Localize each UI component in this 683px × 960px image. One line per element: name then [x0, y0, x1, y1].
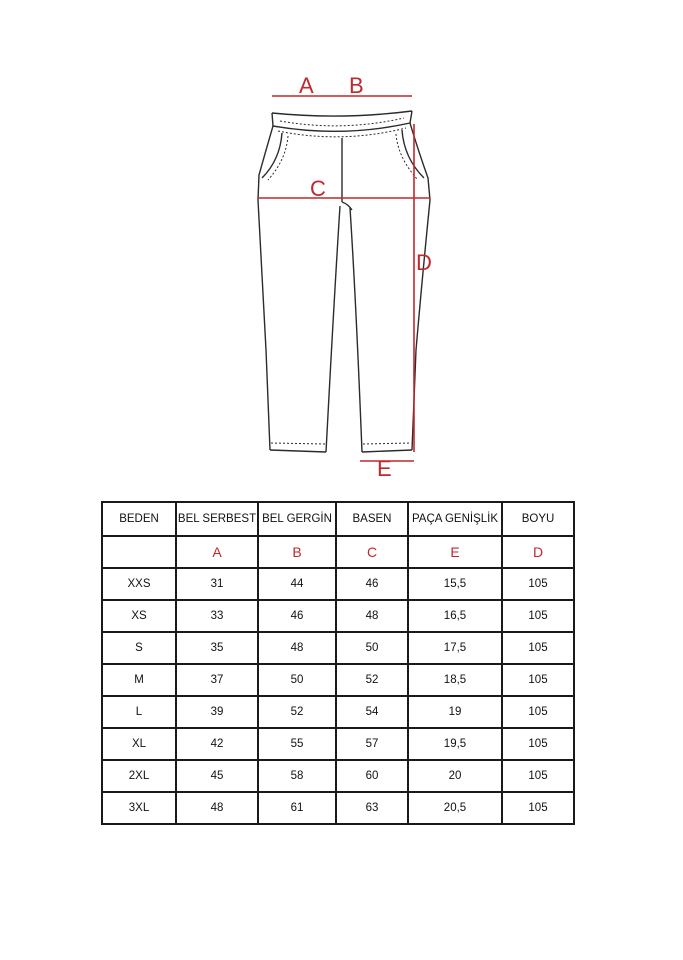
letter-cell: E — [408, 536, 502, 568]
size-chart-table — [101, 501, 575, 825]
table-cell: XS — [102, 600, 176, 632]
table-cell: XXS — [102, 568, 176, 600]
table-letter-row — [102, 536, 574, 568]
table-row — [102, 600, 574, 632]
table-cell: 48 — [258, 632, 336, 664]
label-e: E — [377, 456, 392, 481]
header-cell-size: BEDEN — [102, 502, 176, 536]
table-cell: 58 — [258, 760, 336, 792]
table-row — [102, 792, 574, 824]
table-header-row — [102, 502, 574, 536]
label-a: A — [299, 73, 314, 98]
table-cell: 52 — [258, 696, 336, 728]
table-cell: 105 — [502, 760, 574, 792]
table-cell: 18,5 — [408, 664, 502, 696]
label-b: B — [349, 73, 364, 98]
table-cell: 35 — [176, 632, 258, 664]
letter-cell: D — [502, 536, 574, 568]
table-cell: 105 — [502, 600, 574, 632]
table-row — [102, 760, 574, 792]
table-row — [102, 728, 574, 760]
header-cell-waist-relaxed: BEL SERBEST — [176, 502, 258, 536]
table-cell: S — [102, 632, 176, 664]
table-cell: 55 — [258, 728, 336, 760]
table-cell: 20 — [408, 760, 502, 792]
table-cell: L — [102, 696, 176, 728]
table-cell: 48 — [176, 792, 258, 824]
table-row — [102, 664, 574, 696]
table-cell: 50 — [258, 664, 336, 696]
table-cell: 45 — [176, 760, 258, 792]
table-cell: 46 — [336, 568, 408, 600]
header-cell-leg-opening: PAÇA GENİŞLİK — [408, 502, 502, 536]
table-cell: 105 — [502, 696, 574, 728]
table-cell: 15,5 — [408, 568, 502, 600]
table-row — [102, 632, 574, 664]
letter-cell: A — [176, 536, 258, 568]
table-cell: 39 — [176, 696, 258, 728]
table-cell: 60 — [336, 760, 408, 792]
letter-cell: B — [258, 536, 336, 568]
label-c: C — [310, 176, 326, 201]
table-cell: 42 — [176, 728, 258, 760]
pants-outline — [258, 111, 430, 452]
letter-cell — [102, 536, 176, 568]
table-cell: 20,5 — [408, 792, 502, 824]
table-cell: 31 — [176, 568, 258, 600]
table-cell: 105 — [502, 664, 574, 696]
table-cell: 2XL — [102, 760, 176, 792]
table-cell: XL — [102, 728, 176, 760]
table-cell: 63 — [336, 792, 408, 824]
table-cell: 44 — [258, 568, 336, 600]
table-cell: 19 — [408, 696, 502, 728]
table-row — [102, 568, 574, 600]
header-cell-waist-stretched: BEL GERGİN — [258, 502, 336, 536]
table-cell: 54 — [336, 696, 408, 728]
table-cell: 19,5 — [408, 728, 502, 760]
header-cell-hip: BASEN — [336, 502, 408, 536]
header-cell-length: BOYU — [502, 502, 574, 536]
table-cell: 57 — [336, 728, 408, 760]
table-cell: 3XL — [102, 792, 176, 824]
table-cell: 52 — [336, 664, 408, 696]
table-cell: 46 — [258, 600, 336, 632]
table-cell: 105 — [502, 568, 574, 600]
table-row — [102, 696, 574, 728]
table-cell: 50 — [336, 632, 408, 664]
table-cell: 16,5 — [408, 600, 502, 632]
label-d: D — [416, 250, 432, 275]
table-cell: 105 — [502, 792, 574, 824]
measurement-lines — [258, 96, 430, 461]
table-cell: 33 — [176, 600, 258, 632]
table-cell: 105 — [502, 632, 574, 664]
letter-cell: C — [336, 536, 408, 568]
table-cell: M — [102, 664, 176, 696]
table-cell: 105 — [502, 728, 574, 760]
table-cell: 37 — [176, 664, 258, 696]
table-cell: 61 — [258, 792, 336, 824]
table-cell: 48 — [336, 600, 408, 632]
table-cell: 17,5 — [408, 632, 502, 664]
